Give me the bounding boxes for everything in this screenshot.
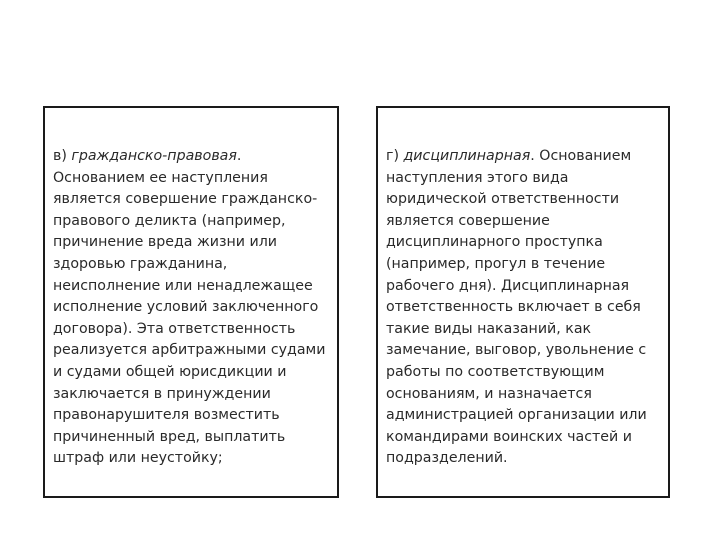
left-line-3: является совершение гражданско- bbox=[53, 191, 318, 208]
right-line-9: такие виды наказаний, как bbox=[386, 320, 592, 337]
right-line-14: командирами воинских частей и bbox=[386, 428, 632, 445]
right-text-box bbox=[376, 106, 670, 498]
right-line-1-prefix: г) bbox=[386, 148, 404, 164]
right-line-10: замечание, выговор, увольнение с bbox=[386, 342, 647, 359]
left-box-text bbox=[53, 146, 331, 470]
right-line-2: наступления этого вида bbox=[386, 169, 569, 186]
left-line-7: неисполнение или ненадлежащее bbox=[53, 277, 313, 294]
right-line-4: является совершение bbox=[386, 212, 550, 229]
right-line-6: (например, прогул в течение bbox=[386, 255, 606, 272]
left-line-14: причиненный вред, выплатить bbox=[53, 428, 286, 445]
right-line-13: администрацией организации или bbox=[386, 407, 647, 424]
left-text-box bbox=[43, 106, 339, 498]
right-box-text bbox=[386, 146, 662, 470]
left-line-1 bbox=[53, 146, 331, 168]
right-line-15: подразделений. bbox=[386, 450, 508, 467]
left-line-1-suffix: . bbox=[236, 148, 242, 164]
left-line-9: договора). Эта ответственность bbox=[53, 320, 296, 337]
right-line-11: работы по соответствующим bbox=[386, 363, 605, 380]
right-line-5: дисциплинарного проступка bbox=[386, 234, 603, 251]
right-line-12: основаниям, и назначается bbox=[386, 385, 592, 402]
left-line-8: исполнение условий заключенного bbox=[53, 299, 319, 316]
right-line-1 bbox=[386, 146, 662, 168]
right-line-8: ответственность включает в себя bbox=[386, 299, 641, 316]
left-line-15: штраф или неустойку; bbox=[53, 450, 223, 467]
left-line-10: реализуется арбитражными судами bbox=[53, 342, 326, 359]
left-line-6: здоровью гражданина, bbox=[53, 255, 228, 272]
right-line-3: юридической ответственности bbox=[386, 191, 620, 208]
left-line-1-term: гражданско-правовая bbox=[71, 148, 237, 164]
left-line-11: и судами общей юрисдикции и bbox=[53, 363, 287, 380]
left-line-13: правонарушителя возместить bbox=[53, 407, 280, 424]
left-line-5: причинение вреда жизни или bbox=[53, 234, 278, 251]
left-line-1-prefix: в) bbox=[53, 148, 72, 164]
right-line-7: рабочего дня). Дисциплинарная bbox=[386, 277, 630, 294]
left-line-4: правового деликта (например, bbox=[53, 212, 286, 229]
right-line-1-suffix: . Основанием bbox=[530, 148, 632, 164]
right-line-1-term: дисциплинарная bbox=[403, 148, 531, 164]
left-line-12: заключается в принуждении bbox=[53, 385, 271, 402]
left-line-2: Основанием ее наступления bbox=[53, 169, 268, 186]
